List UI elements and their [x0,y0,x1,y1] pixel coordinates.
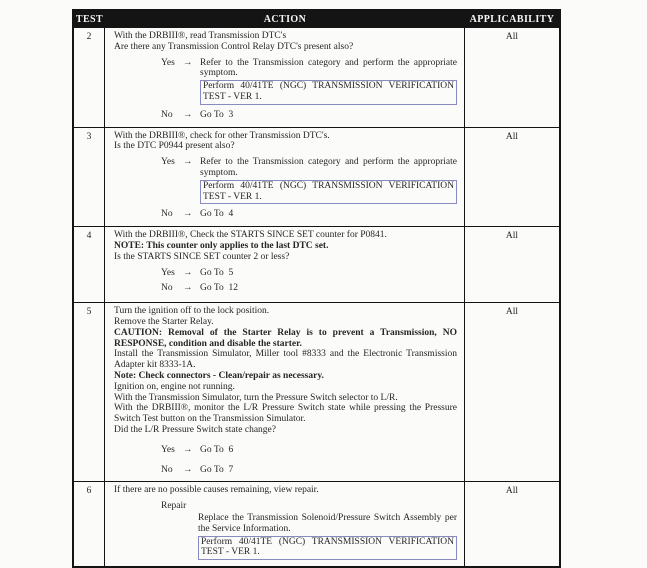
repair-label: Repair [161,501,187,512]
applicability-value: All [505,486,519,497]
header-cell-test: TEST [75,13,104,25]
branch-yes [161,157,457,204]
action-paragraph: With the DRBIII®, Check the STARTS SINCE SET counter for P0841. [114,230,387,241]
branch-label-yes: Yes [161,157,175,168]
branch-no [161,110,457,121]
test-number: 6 [74,482,105,566]
branch-goto: Go To 6 [200,444,234,455]
action-cell [105,28,465,127]
header-cell-action: ACTION [263,13,307,25]
action-cell [105,303,465,481]
test-row-5 [74,302,559,481]
table-header-row [74,11,559,27]
test-number: 2 [74,28,105,127]
action-question: Did the L/R Pressure Switch state change? [114,424,276,435]
arrow-right-icon: → [183,57,193,68]
test-row-3 [74,127,559,227]
action-question: Are there any Transmission Control Relay DTC's present also? [114,41,354,52]
branch-instruction [200,58,457,105]
branch-yes [161,445,457,456]
action-paragraph: Remove the Starter Relay. [114,316,214,327]
test-number: 5 [74,303,105,481]
branch-instruction-text: Refer to the Transmission category and perform the appropriate symptom. [200,157,457,178]
test-number: 4 [74,227,105,302]
branch-yes [161,268,457,279]
action-paragraph: With the Transmission Simulator, turn the Pressure Switch selector to L/R. [114,392,398,403]
action-paragraph: With the DRBIII®, check for other Transmission DTC's. [114,130,330,141]
action-paragraph: Turn the ignition off to the lock position. [114,306,270,317]
test-row-4 [74,226,559,302]
verification-test-callout: Perform 40/41TE (NGC) TRANSMISSION VERIFICATION TEST - VER 1. [198,536,457,561]
branch-yes [161,58,457,105]
arrow-right-icon: → [183,157,193,168]
branch-label-no: No [161,209,173,220]
applicability-value: All [505,131,519,142]
branch-label-yes: Yes [161,267,175,278]
action-cell [105,227,465,302]
branch-goto: Go To 5 [200,267,234,278]
header-cell-applicability: APPLICABILITY [469,13,555,25]
action-question: Is the STARTS SINCE SET counter 2 or less? [114,251,290,262]
arrow-right-icon: → [183,109,193,120]
arrow-right-icon: → [183,283,193,294]
branch-label-no: No [161,109,173,120]
branch-no [161,209,457,220]
repair-instruction-text: Replace the Transmission Solenoid/Pressure Switch Assembly per the Service Information. [198,512,457,534]
arrow-right-icon: → [183,464,193,475]
action-paragraph: With the DRBIII®, monitor the L/R Pressure Switch state while pressing the Pressure Switch Test button on the Transmission Simulator. [114,403,457,425]
action-cell [105,482,465,566]
branch-goto: Go To 12 [200,283,238,294]
arrow-right-icon: → [183,209,193,220]
branch-label-yes: Yes [161,444,175,455]
action-paragraph: Install the Transmission Simulator, Miller tool #8333 and the Electronic Transmission Adapter kit 8333-1A. [114,349,457,371]
verification-test-callout: Perform 40/41TE (NGC) TRANSMISSION VERIFICATION TEST - VER 1. [200,180,457,205]
action-paragraph: Ignition on, engine not running. [114,381,235,392]
branch-label-no: No [161,464,173,475]
test-row-2 [74,27,559,127]
note-text: NOTE: This counter only applies to the last DTC set. [114,240,329,251]
branch-no [161,465,457,476]
arrow-right-icon: → [183,267,193,278]
action-question: Is the DTC P0944 present also? [114,141,235,152]
branch-instruction [200,157,457,204]
test-row-6 [74,481,559,566]
action-paragraph: With the DRBIII®, read Transmission DTC's [114,31,287,41]
branch-goto: Go To 4 [200,209,234,220]
branch-instruction-text: Refer to the Transmission category and perform the appropriate symptom. [200,57,457,79]
branch-label-no: No [161,283,173,294]
branch-goto: Go To 7 [200,464,234,475]
applicability-value: All [505,307,519,318]
applicability-value: All [505,231,519,242]
branch-goto: Go To 3 [200,109,234,120]
arrow-right-icon: → [183,444,193,455]
action-paragraph: If there are no possible causes remaining, view repair. [114,485,319,496]
test-number: 3 [74,128,105,227]
action-cell [105,128,465,227]
verification-test-callout: Perform 40/41TE (NGC) TRANSMISSION VERIFICATION TEST - VER 1. [200,80,457,105]
note-text: Note: Check connectors - Clean/repair as necessary. [114,370,324,381]
branch-no [161,283,457,294]
diagnostic-test-table [72,9,561,568]
branch-label-yes: Yes [161,57,175,68]
repair-instruction [198,513,457,560]
applicability-value: All [505,32,519,42]
caution-text: CAUTION: Removal of the Starter Relay is to prevent a Transmission, NO RESPONSE, condition and disable the starter. [114,327,457,349]
